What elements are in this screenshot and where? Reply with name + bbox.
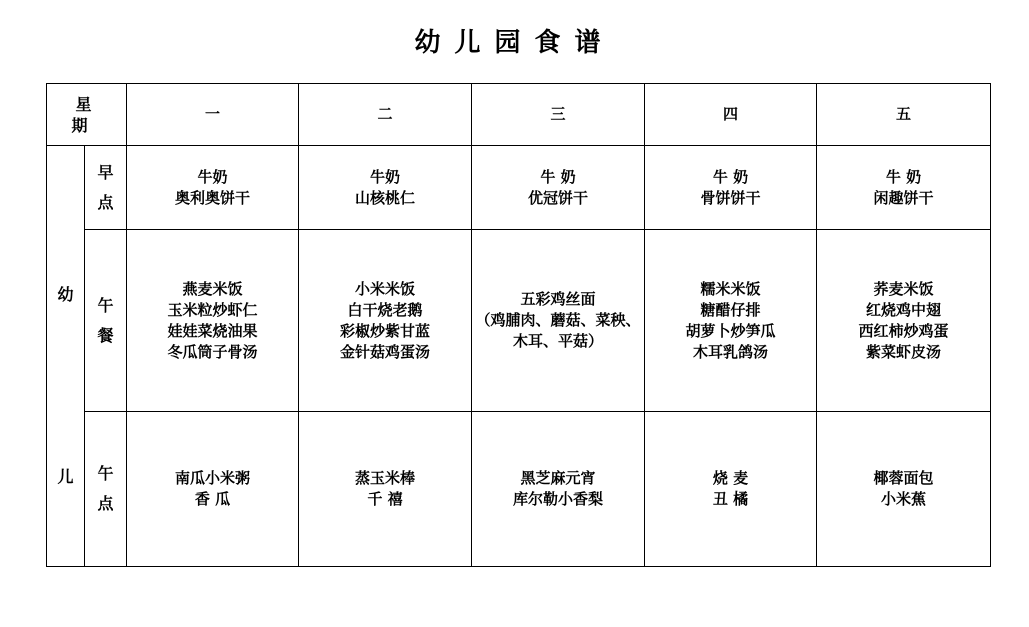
breakfast-day-1: 牛奶 奥利奥饼干 [127, 146, 299, 230]
lunch-day-5: 荞麦米饭 红烧鸡中翅 西红柿炒鸡蛋 紫菜虾皮汤 [817, 230, 991, 412]
snack-day-3: 黑芝麻元宵 库尔勒小香梨 [472, 412, 645, 567]
breakfast-day-3: 牛 奶 优冠饼干 [472, 146, 645, 230]
category-char-2: 儿 [57, 467, 74, 486]
day-header-2: 二 [299, 84, 472, 146]
snack-day-2: 蒸玉米棒 千 禧 [299, 412, 472, 567]
menu-table [46, 83, 991, 567]
snack-day-4: 烧 麦 丑 橘 [645, 412, 817, 567]
day-header-5: 五 [817, 84, 991, 146]
lunch-row [47, 230, 991, 412]
lunch-day-3: 五彩鸡丝面 （鸡脯肉、蘑菇、菜秧、 木耳、平菇） [472, 230, 645, 412]
lunch-day-2: 小米米饭 白干烧老鹅 彩椒炒紫甘蓝 金针菇鸡蛋汤 [299, 230, 472, 412]
lunch-day-1: 燕麦米饭 玉米粒炒虾仁 娃娃菜烧油果 冬瓜筒子骨汤 [127, 230, 299, 412]
week-label: 星 期 [47, 84, 127, 146]
snack-day-1: 南瓜小米粥 香 瓜 [127, 412, 299, 567]
page-title: 幼儿园食谱 [414, 28, 615, 58]
breakfast-day-4: 牛 奶 骨饼饼干 [645, 146, 817, 230]
breakfast-day-5: 牛 奶 闲趣饼干 [817, 146, 991, 230]
snack-day-5: 椰蓉面包 小米蕉 [817, 412, 991, 567]
day-header-4: 四 [645, 84, 817, 146]
snack-row [47, 412, 991, 567]
category-char-1: 幼 [57, 285, 74, 304]
breakfast-row [47, 146, 991, 230]
meal-label-lunch: 午 餐 [85, 230, 127, 412]
meal-label-snack: 午 点 [85, 412, 127, 567]
header-row [47, 84, 991, 146]
meal-label-breakfast: 早 点 [85, 146, 127, 230]
lunch-day-4: 糯米米饭 糖醋仔排 胡萝卜炒笋瓜 木耳乳鸽汤 [645, 230, 817, 412]
breakfast-day-2: 牛奶 山核桃仁 [299, 146, 472, 230]
category-cell [47, 146, 85, 567]
day-header-3: 三 [472, 84, 645, 146]
day-header-1: 一 [127, 84, 299, 146]
